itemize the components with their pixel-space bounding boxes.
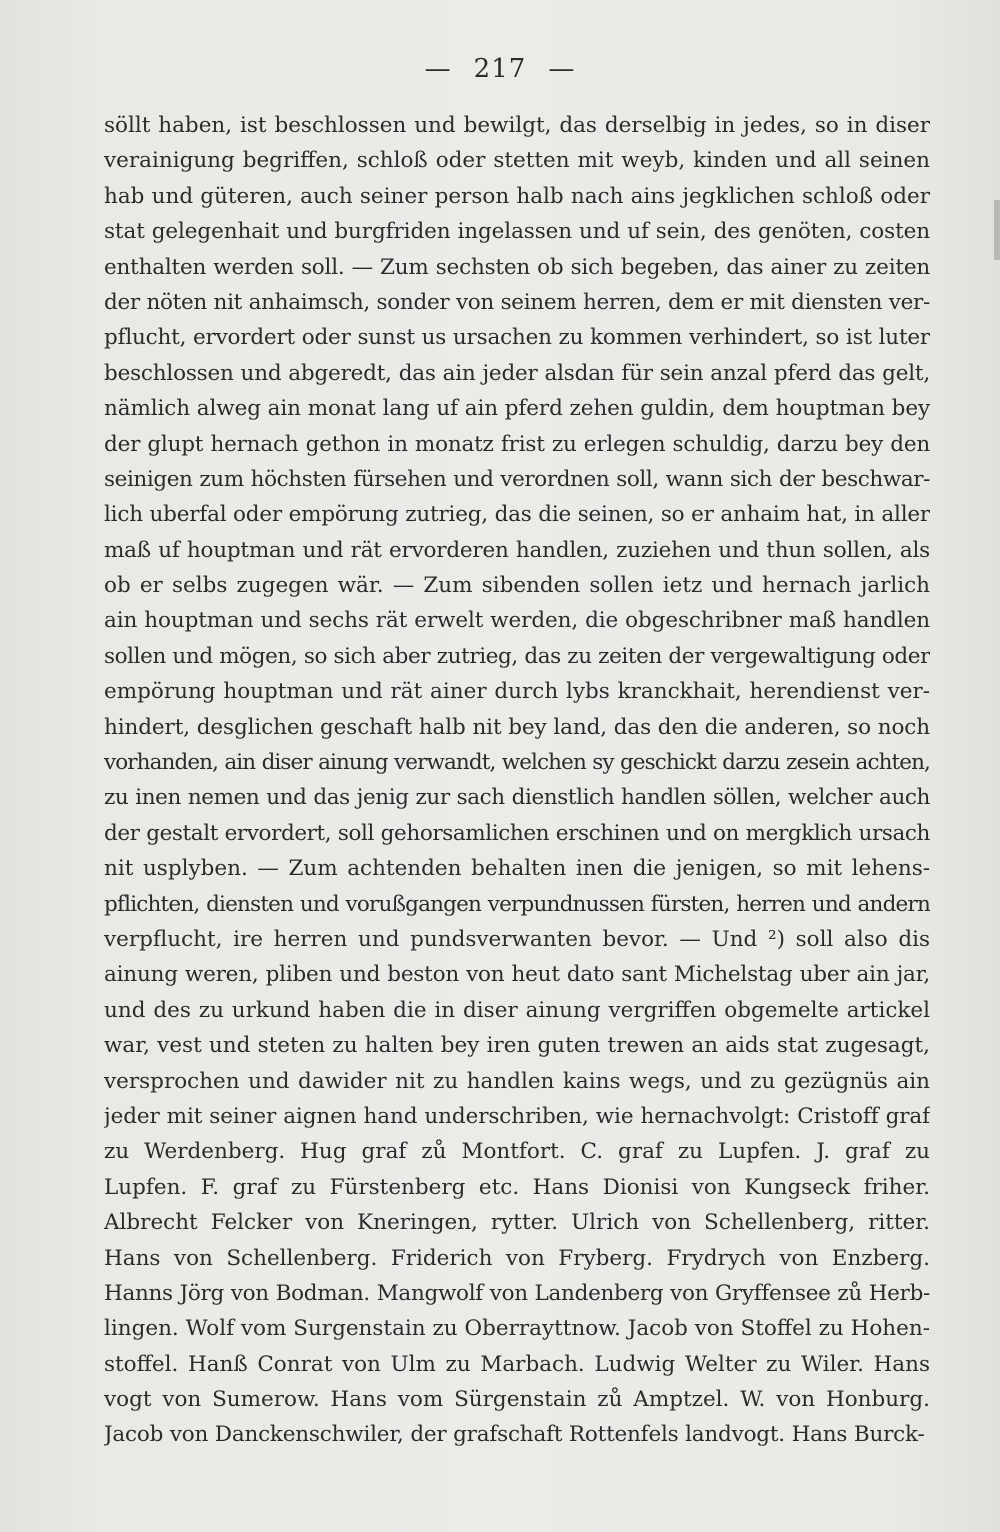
text-line: der glupt hernach gethon in monatz frist zu erlegen schuldig, darzu bey den: [104, 431, 930, 457]
text-line: lich uberfal oder empörung zutrieg, das die seinen, so er anhaim hat, in aller: [104, 502, 930, 528]
text-line: stat gelegenhait und burgfriden ingelassen und uf sein, des genöten, costen: [104, 219, 930, 245]
text-line: nit usplyben. — Zum achtenden behalten inen die jenigen, so mit lehens-: [104, 856, 930, 882]
text-line: lingen. Wolf vom Surgenstain zu Oberrayttnow. Jacob von Stoffel zu Hohen-: [104, 1316, 930, 1342]
text-line: nämlich alweg ain monat lang uf ain pferd zehen guldin, dem houptman bey: [104, 396, 930, 422]
text-line: maß uf houptman und rät ervorderen handlen, zuziehen und thun sollen, als: [104, 537, 930, 563]
text-line: zu Werdenberg. Hug graf zů Montfort. C. graf zu Lupfen. J. graf zu: [104, 1139, 930, 1165]
text-line: ob er selbs zugegen wär. — Zum sibenden sollen ietz und hernach jarlich: [104, 573, 930, 599]
text-line: ainung weren, pliben und beston von heut dato sant Michelstag uber ain jar,: [104, 962, 930, 988]
text-line: söllt haben, ist beschlossen und bewilgt, das derselbig in jedes, so in diser: [104, 113, 930, 138]
text-line: war, vest und steten zu halten bey iren guten trewen an aids stat zugesagt,: [104, 1033, 930, 1059]
text-line: pflichten, diensten und vorußgangen verpundnussen fürsten, herren und andern: [104, 891, 930, 917]
text-line: Hans von Schellenberg. Friderich von Fryberg. Frydrych von Enzberg.: [104, 1245, 930, 1271]
text-line: Hanns Jörg von Bodman. Mangwolf von Landenberg von Gryffensee zů Herb-: [104, 1280, 930, 1306]
text-line: sollen und mögen, so sich aber zutrieg, das zu zeiten der vergewaltigung oder: [104, 643, 930, 669]
text-line: seinigen zum höchsten fürsehen und verordnen soll, wann sich der beschwar-: [104, 466, 930, 492]
text-line: pflucht, ervordert oder sunst us ursachen zu kommen verhindert, so ist luter: [104, 325, 930, 351]
text-line: verpflucht, ire herren und pundsverwanten bevor. — Und ²) soll also dis: [104, 926, 930, 952]
page-number-right-dash: —: [548, 54, 576, 84]
page-number-left-dash: —: [424, 54, 452, 84]
text-line: vorhanden, ain diser ainung verwandt, welchen sy geschickt darzu zesein achten,: [104, 750, 930, 776]
page-number-header: [0, 54, 1000, 84]
page-edge-shadow: [994, 200, 1000, 260]
text-line: vogt von Sumerow. Hans vom Sürgenstain zů Amptzel. W. von Honburg.: [104, 1387, 930, 1413]
text-line: jeder mit seiner aignen hand underschriben, wie hernachvolgt: Cristoff graf: [104, 1103, 930, 1129]
text-line: Albrecht Felcker von Kneringen, rytter. Ulrich von Schellenberg, ritter.: [104, 1210, 930, 1236]
text-line: Lupfen. F. graf zu Fürstenberg etc. Hans Dionisi von Kungseck friher.: [104, 1174, 930, 1200]
text-line: zu inen nemen und das jenig zur sach dienstlich handlen söllen, welcher auch: [104, 785, 930, 811]
text-line: beschlossen und abgeredt, das ain jeder alsdan für sein anzal pferd das gelt,: [104, 360, 930, 386]
text-line: empörung houptman und rät ainer durch lybs kranckhait, herendienst ver-: [104, 679, 930, 705]
text-line: ain houptman und sechs rät erwelt werden, die obgeschribner maß handlen: [104, 608, 930, 634]
text-line: der gestalt ervordert, soll gehorsamlichen erschinen und on mergklich ursach: [104, 820, 930, 846]
text-line: verainigung begriffen, schloß oder stetten mit weyb, kinden und all seinen: [104, 148, 930, 174]
text-line: und des zu urkund haben die in diser ainung vergriffen obgemelte artickel: [104, 997, 930, 1023]
text-line: enthalten werden soll. — Zum sechsten ob sich begeben, das ainer zu zeiten: [104, 254, 930, 280]
text-line: versprochen und dawider nit zu handlen kains wegs, und zu gezügnüs ain: [104, 1068, 930, 1094]
page-number: 217: [473, 54, 527, 84]
text-line: stoffel. Hanß Conrat von Ulm zu Marbach. Ludwig Welter zu Wiler. Hans: [104, 1351, 930, 1377]
text-line: Jacob von Danckenschwiler, der grafschaft Rottenfels landvogt. Hans Burck-: [104, 1422, 925, 1448]
body-text: [104, 108, 930, 1453]
text-line: der nöten nit anhaimsch, sonder von seinem herren, dem er mit diensten ver-: [104, 289, 930, 315]
text-line: hab und güteren, auch seiner person halb nach ains jegklichen schloß oder: [104, 183, 930, 209]
text-line: hindert, desglichen geschaft halb nit bey land, das den die anderen, so noch: [104, 714, 930, 740]
